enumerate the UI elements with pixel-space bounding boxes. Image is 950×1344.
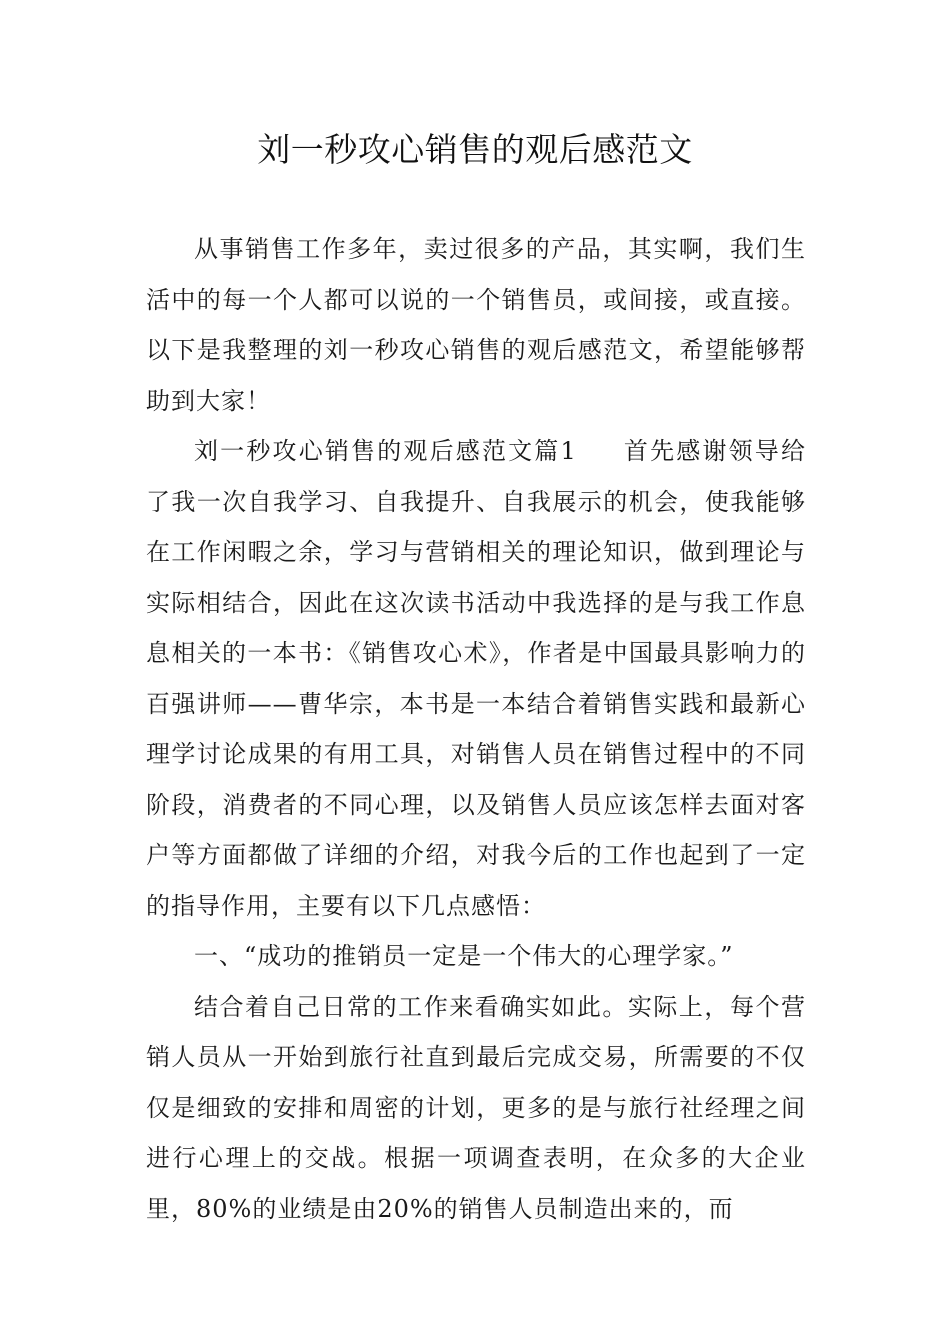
section-paragraph xyxy=(146,426,806,931)
document-title: 刘一秒攻心销售的观后感范文 xyxy=(257,130,693,169)
point-heading: 一、“成功的推销员一定是一个伟大的心理学家。” xyxy=(194,942,734,970)
section-text: 首先感谢领导给了我一次自我学习、自我提升、自我展示的机会，使我能够在工作闲暇之余，学习与营销相关的理论知识，做到理论与实际相结合，因此在这次读书活动中我选择的是与我工作息息相关的一本书：《销售攻心术》，作者是中国最具影响力的百强讲师——曹华宗，本书是一本结合着销售实践和最新心理学讨论成果的有用工具，对销售人员在销售过程中的不同阶段，消费者的不同心理，以及销售人员应该怎样去面对客户等方面都做了详细的介绍，对我今后的工作也起到了一定的指导作用，主要有以下几点感悟： xyxy=(146,437,806,920)
document-body xyxy=(146,224,806,1234)
intro-paragraph: 从事销售工作多年，卖过很多的产品，其实啊，我们生活中的每一个人都可以说的一个销售员，或间接，或直接。以下是我整理的刘一秒攻心销售的观后感范文，希望能够帮助到大家！ xyxy=(146,235,806,415)
point-paragraph: 结合着自己日常的工作来看确实如此。实际上，每个营销人员从一开始到旅行社直到最后完成交易，所需要的不仅仅是细致的安排和周密的计划，更多的是与旅行社经理之间进行心理上的交战。根据一项调查表明，在众多的大企业里，80%的业绩是由20%的销售人员制造出来的，而 xyxy=(146,992,806,1223)
section-heading: 刘一秒攻心销售的观后感范文篇1 xyxy=(194,437,577,465)
